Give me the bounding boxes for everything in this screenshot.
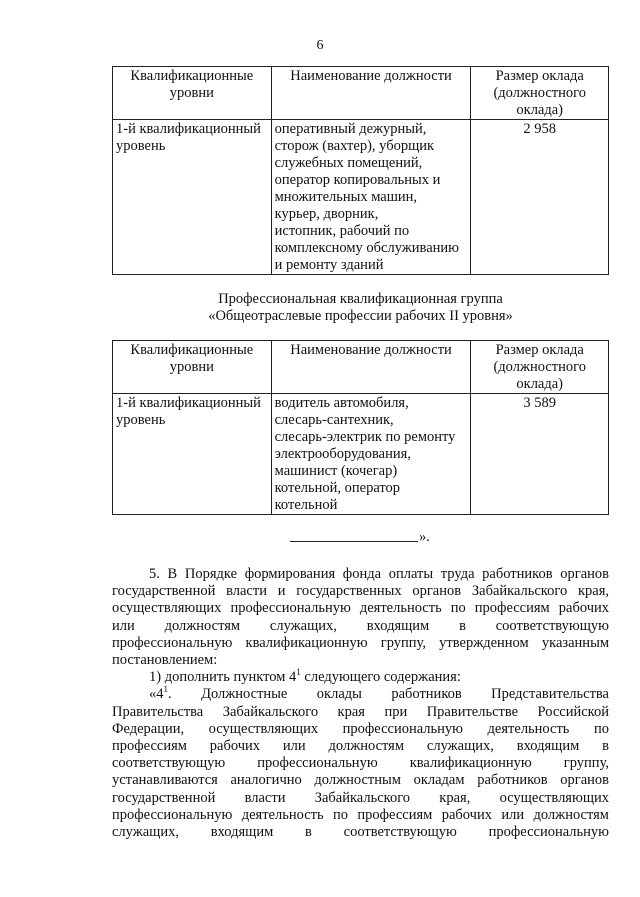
group-title-line: Профессиональная квалификационная группа [218,291,503,307]
cell-text: котельной [274,497,338,513]
header-salary [471,67,609,120]
header-text: (должностного [493,85,586,101]
header-text: Квалификационные [130,68,254,84]
cell-text: 3 589 [523,395,557,411]
cell-text: оперативный дежурный, [274,121,427,137]
superscript: 1 [163,684,168,695]
page-number: 6 [316,38,324,53]
quote-line: профессиям рабочих или должностям служащих, входящим в [112,738,609,755]
cell-positions [271,120,471,275]
item-1-suffix: следующего содержания: [300,669,461,686]
table-header-row [113,341,609,394]
header-position [271,341,471,394]
cell-salary [471,120,609,275]
header-text: оклада) [516,376,564,392]
table-header-row [113,67,609,120]
item-1-prefix: 1) дополнить пунктом 4 [149,669,297,686]
cell-text: 2 958 [523,121,557,137]
header-text: оклада) [516,102,564,118]
quote-line: служащих, входящим в соответствующую профессиональную [112,824,609,841]
header-levels [113,341,272,394]
cell-text: слесарь-сантехник, [274,412,394,428]
table-row [113,120,609,275]
cell-text: 1-й квалификационный [116,121,261,137]
cell-text: служебных помещений, [274,155,423,171]
quote-line: Федерации, осуществляющих профессиональную деятельность по [112,720,609,737]
superscript: 1 [296,667,301,678]
cell-text: машинист (кочегар) [274,463,398,479]
quote-line [112,686,609,703]
cell-salary [471,394,609,515]
cell-text: 1-й квалификационный [116,395,261,411]
header-text: Квалификационные [130,342,254,358]
cell-text: котельной, оператор [274,480,401,496]
quote-line: Правительства Забайкальского края при Правительстве Российской [112,703,609,720]
header-text: уровни [169,85,214,101]
quote-prefix: «4 [149,686,164,703]
cell-text: уровень [116,412,166,428]
cell-text: и ремонту зданий [274,257,384,273]
header-text: Наименование должности [290,68,452,84]
table-row [113,394,609,515]
paragraph-line: профессиональную квалификационную группу, утвержденном указанным [112,634,609,651]
header-text: (должностного [493,359,586,375]
cell-level [113,120,272,275]
quote-line: государственной власти Забайкальского края, осуществляющих [112,789,609,806]
document-body [112,566,609,841]
closing-mark [290,529,430,546]
cell-level [113,394,272,515]
group-title [112,291,609,325]
quote-line: устанавливаются аналогично должностным окладам работников органов [112,772,609,789]
cell-text: водитель автомобиля, [274,395,409,411]
header-text: Размер оклада [495,68,584,84]
quote-line: профессиональную деятельность по профессиям рабочих или должностям [112,806,609,823]
paragraph-line: государственной власти и государственных органов Забайкальского края, [112,583,609,600]
qualification-table-1 [112,66,609,275]
qualification-table-2 [112,340,609,515]
cell-positions [271,394,471,515]
header-text: уровни [169,359,214,375]
cell-text: истопник, рабочий по [274,223,410,239]
header-levels [113,67,272,120]
cell-text: слесарь-электрик по ремонту [274,429,456,445]
cell-text: электрооборудования, [274,446,411,462]
cell-text: уровень [116,138,166,154]
closing-quote: ». [419,529,430,545]
cell-text: курьер, дворник, [274,206,379,222]
header-salary [471,341,609,394]
underline-rule [290,541,418,542]
header-text: Наименование должности [290,342,452,358]
cell-text: комплексному обслуживанию [274,240,459,256]
paragraph-line: или должностям служащих, входящим в соответствующую [112,617,609,634]
paragraph-line: осуществляющих профессиональную деятельность по профессиям рабочих [112,600,609,617]
header-text: Размер оклада [495,342,584,358]
quote-line: соответствующую профессиональную квалификационную группу, [112,755,609,772]
quote-rest: . Должностные оклады работников Представительства [168,686,609,703]
paragraph-line: постановлением: [112,652,218,669]
group-title-line: «Общеотраслевые профессии рабочих II уровня» [208,308,513,324]
cell-text: оператор копировальных и [274,172,441,188]
paragraph-line: 5. В Порядке формирования фонда оплаты труда работников органов [149,566,609,582]
cell-text: сторож (вахтер), уборщик [274,138,435,154]
cell-text: множительных машин, [274,189,418,205]
header-position [271,67,471,120]
item-1-line [112,669,609,686]
